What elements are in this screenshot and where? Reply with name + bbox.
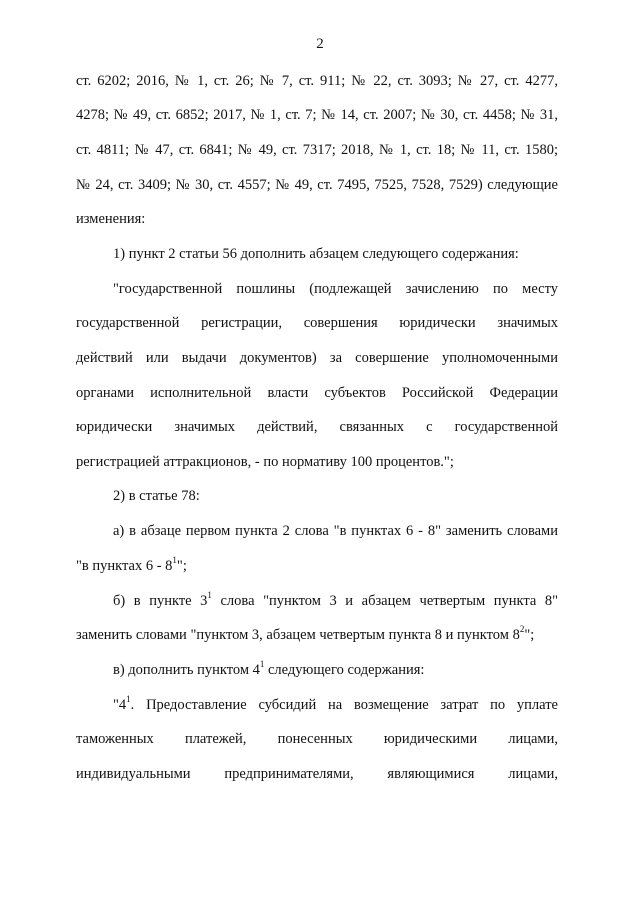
text-run: "4 <box>113 697 127 713</box>
text-line <box>113 592 558 610</box>
text-line: ст. 6202; 2016, № 1, ст. 26; № 7, ст. 911; № 22, ст. 3093; № 27, ст. 4277, <box>76 73 558 89</box>
text-line: действий или выдачи документов) за совершение уполномоченными <box>76 350 558 366</box>
text-run: б) в пункте 3 <box>113 593 208 609</box>
text-run: заменить словами "пунктом 3, абзацем четвертым пункта 8 и пунктом 8 <box>76 627 520 643</box>
text-line <box>113 696 558 714</box>
text-line: а) в абзаце первом пункта 2 слова "в пунктах 6 - 8" заменить словами <box>113 523 558 539</box>
text-line: индивидуальными предпринимателями, являющимися лицами, <box>76 766 558 782</box>
text-line: 1) пункт 2 статьи 56 дополнить абзацем следующего содержания: <box>113 246 519 262</box>
text-run: в) дополнить пунктом 4 <box>113 662 260 678</box>
superscript: 1 <box>259 659 265 670</box>
text-line: ст. 4811; № 47, ст. 6841; № 49, ст. 7317; 2018, № 1, ст. 18; № 11, ст. 1580; <box>76 142 558 158</box>
superscript: 2 <box>519 624 525 635</box>
text-run: следующего содержания: <box>264 662 425 678</box>
text-run: "; <box>176 558 187 574</box>
text-line: 2) в статье 78: <box>113 488 200 504</box>
text-line: № 24, ст. 3409; № 30, ст. 4557; № 49, ст. 7495, 7525, 7528, 7529) следующие <box>76 177 558 193</box>
text-line <box>113 661 558 679</box>
text-line: изменения: <box>76 211 146 227</box>
text-line: 4278; № 49, ст. 6852; 2017, № 1, ст. 7; № 14, ст. 2007; № 30, ст. 4458; № 31, <box>76 107 558 123</box>
text-line: "государственной пошлины (подлежащей зачислению по месту <box>113 281 558 297</box>
text-run: "в пунктах 6 - 8 <box>76 558 173 574</box>
text-line <box>76 626 558 644</box>
superscript: 1 <box>172 555 177 566</box>
text-line <box>76 557 558 575</box>
text-line: государственной регистрации, совершения юридически значимых <box>76 315 558 331</box>
text-run: "; <box>524 627 535 643</box>
superscript: 1 <box>207 590 212 601</box>
text-run: . Предоставление субсидий на возмещение затрат по уплате <box>130 697 558 713</box>
text-line: таможенных платежей, понесенных юридическими лицами, <box>76 731 558 747</box>
page-number: 2 <box>316 36 324 52</box>
text-line: юридически значимых действий, связанных с государственной <box>76 419 558 435</box>
text-run: слова "пунктом 3 и абзацем четвертым пункта 8" <box>211 593 559 609</box>
superscript: 1 <box>126 694 131 705</box>
text-line: регистрацией аттракционов, - по нормативу 100 процентов."; <box>76 454 454 470</box>
text-line: органами исполнительной власти субъектов Российской Федерации <box>76 385 558 401</box>
